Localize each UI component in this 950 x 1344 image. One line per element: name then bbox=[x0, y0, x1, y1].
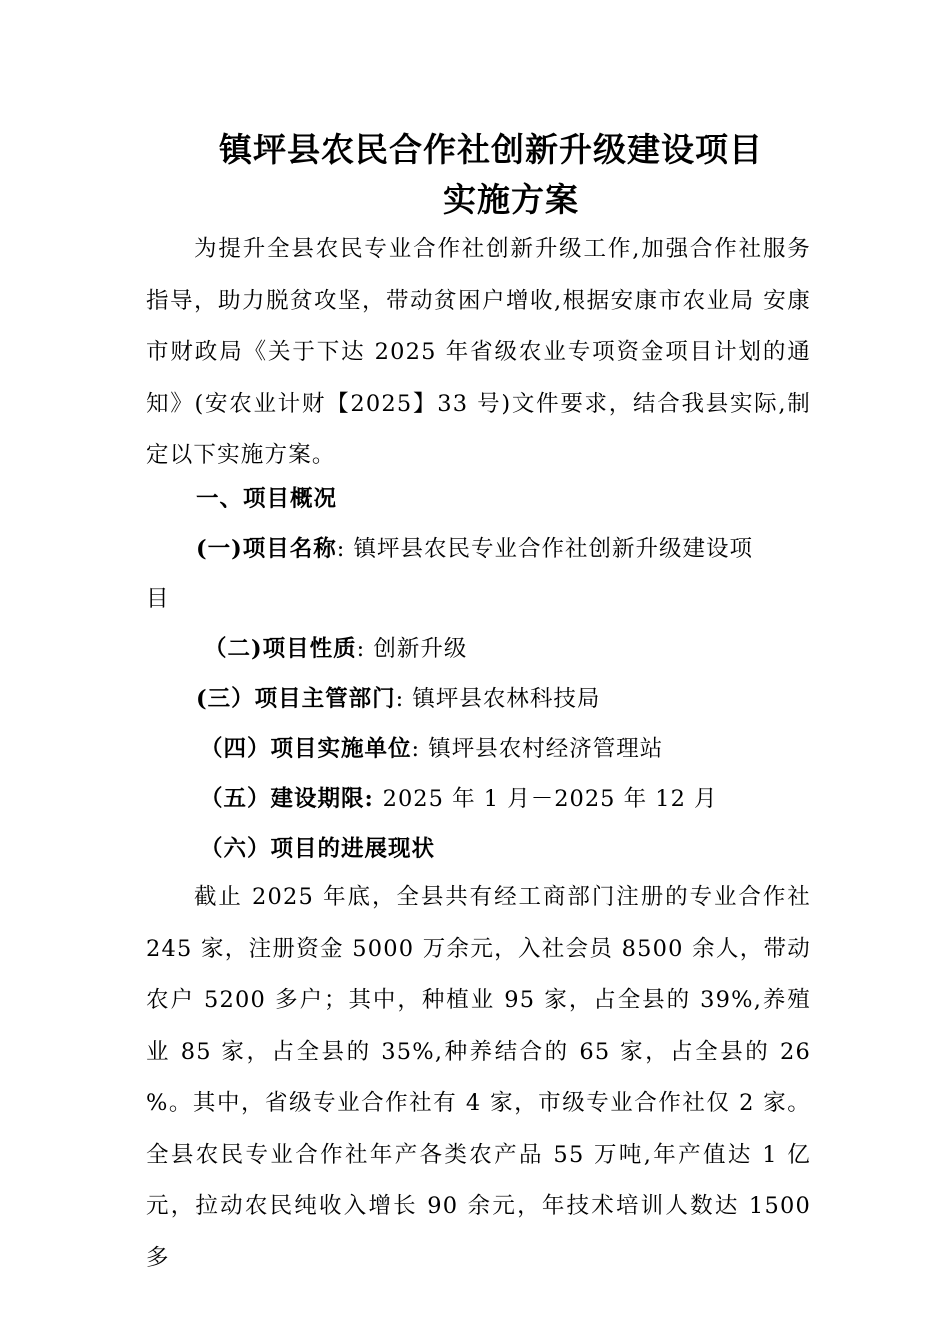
item-project-nature-value: 创新升级 bbox=[373, 636, 468, 662]
item-implementing-unit bbox=[200, 734, 663, 764]
item-project-name bbox=[196, 534, 753, 564]
item-implementing-unit-sep: : bbox=[411, 736, 429, 762]
item-project-name-continuation: 目 bbox=[146, 586, 170, 612]
item-project-name-value: 镇坪县农民专业合作社创新升级建设项 bbox=[353, 536, 754, 562]
status-paragraph: 截止 2025 年底，全县共有经工商部门注册的专业合作社 245 家，注册资金 5000 万余元，入社会员 8500 余人，带动农户 5200 多户；其中，种植业 95 家，占全县的 39%,养殖业 85 家，占全县的 35%,种养结合的 65 家，占全县的 26 %。其中，省级专业合作社有 4 家，市级专业合作社仅 2 家。全县农民专业合作社年产各类农产品 55 万吨,年产值达 1 亿元，拉动农民纯收入增长 90 余元，年技术培训人数达 1500 多 bbox=[146, 884, 811, 1271]
intro-paragraph: 为提升全县农民专业合作社创新升级工作,加强合作社服务指导，助力脱贫攻坚，带动贫困户增收,根据安康市农业局 安康市财政局《关于下达 2025 年省级农业专项资金项目计划的通知》(安农业计财【2025】33 号)文件要求，结合我县实际,制定以下实施方案。 bbox=[146, 236, 811, 468]
section-heading-overview: 一、项目概况 bbox=[196, 486, 338, 512]
item-supervising-dept-sep: : bbox=[395, 686, 413, 712]
document-title-line2: 实施方案 bbox=[443, 180, 579, 219]
item-construction-period bbox=[200, 784, 718, 814]
item-supervising-dept bbox=[196, 684, 600, 714]
item-supervising-dept-label: (三）项目主管部门 bbox=[196, 686, 396, 712]
item-implementing-unit-value: 镇坪县农村经济管理站 bbox=[428, 736, 664, 762]
item-supervising-dept-value: 镇坪县农林科技局 bbox=[412, 686, 601, 712]
document-title-line1: 镇坪县农民合作社创新升级建设项目 bbox=[219, 130, 763, 169]
item-project-nature bbox=[204, 634, 467, 664]
item-construction-period-sep: : bbox=[364, 786, 383, 812]
item-implementing-unit-label: （四）项目实施单位 bbox=[200, 736, 412, 762]
item-progress-status-heading: （六）项目的进展现状 bbox=[200, 836, 436, 862]
item-project-nature-label: （二)项目性质 bbox=[204, 636, 357, 662]
item-construction-period-label: （五）建设期限 bbox=[200, 786, 365, 812]
item-project-name-label: (一)项目名称 bbox=[196, 536, 337, 562]
item-construction-period-value: 2025 年 1 月－2025 年 12 月 bbox=[382, 786, 718, 812]
item-project-nature-sep: : bbox=[356, 636, 374, 662]
item-project-name-sep: : bbox=[336, 536, 354, 562]
